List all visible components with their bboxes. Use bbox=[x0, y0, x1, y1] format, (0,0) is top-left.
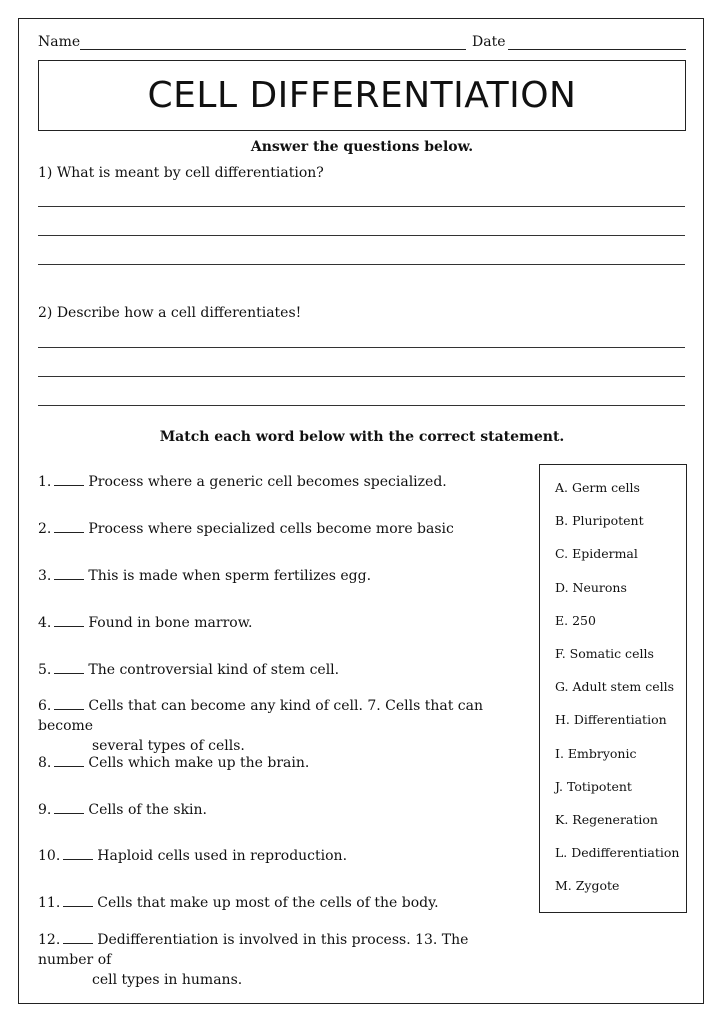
item-number: 1. bbox=[38, 474, 52, 490]
item-number: 10. bbox=[38, 848, 61, 864]
word-bank-item: E. 250 bbox=[555, 612, 596, 628]
match-item bbox=[38, 696, 528, 756]
item-number: 4. bbox=[38, 615, 52, 631]
answer-blank[interactable] bbox=[54, 661, 84, 674]
word-bank-item: D. Neurons bbox=[555, 579, 627, 595]
answer-blank[interactable] bbox=[54, 567, 84, 580]
item-number: 8. bbox=[38, 755, 52, 771]
answer-blank[interactable] bbox=[54, 754, 84, 767]
match-item bbox=[38, 660, 528, 680]
word-bank bbox=[539, 464, 687, 913]
name-label: Name bbox=[38, 34, 81, 50]
item-statement: The controversial kind of stem cell. bbox=[88, 662, 340, 678]
word-bank-item: K. Regeneration bbox=[555, 812, 658, 827]
item-number: 6. bbox=[38, 698, 52, 714]
word-bank-item: H. Differentiation bbox=[555, 712, 667, 728]
answer-blank[interactable] bbox=[54, 473, 84, 486]
match-item bbox=[38, 800, 528, 820]
item-number: 11. bbox=[38, 895, 61, 911]
item-statement: Dedifferentiation is involved in this process. 13. The number of bbox=[38, 932, 469, 968]
item-statement: Process where specialized cells become more basic bbox=[88, 521, 454, 537]
word-bank-item: M. Zygote bbox=[555, 878, 620, 894]
match-item bbox=[38, 472, 528, 492]
answer-blank[interactable] bbox=[63, 847, 93, 860]
item-number: 12. bbox=[38, 932, 61, 948]
word-bank-item: F. Somatic cells bbox=[555, 646, 654, 661]
name-field[interactable] bbox=[80, 49, 466, 50]
word-bank-item: B. Pluripotent bbox=[555, 513, 644, 529]
item-statement: Process where a generic cell becomes specialized. bbox=[88, 474, 447, 490]
match-item bbox=[38, 753, 528, 773]
word-bank-item: C. Epidermal bbox=[555, 546, 638, 562]
item-statement: Cells which make up the brain. bbox=[88, 755, 310, 771]
answer-blank[interactable] bbox=[63, 931, 93, 944]
date-field[interactable] bbox=[508, 49, 686, 50]
question-1: 1) What is meant by cell differentiation? bbox=[38, 165, 324, 181]
answer-line[interactable] bbox=[38, 206, 685, 207]
match-item bbox=[38, 930, 528, 990]
item-statement: Found in bone marrow. bbox=[88, 615, 253, 631]
match-item bbox=[38, 566, 528, 586]
word-bank-item: G. Adult stem cells bbox=[555, 679, 675, 695]
answer-blank[interactable] bbox=[54, 614, 84, 627]
date-label: Date bbox=[472, 34, 506, 50]
question-2: 2) Describe how a cell differentiates! bbox=[38, 305, 302, 321]
answer-line[interactable] bbox=[38, 347, 685, 348]
item-number: 2. bbox=[38, 521, 52, 537]
answer-blank[interactable] bbox=[54, 697, 84, 710]
answer-line[interactable] bbox=[38, 264, 685, 265]
word-bank-item: A. Germ cells bbox=[555, 480, 640, 495]
item-statement: Cells that can become any kind of cell. 7. Cells that can become bbox=[38, 698, 484, 734]
word-bank-item: J. Totipotent bbox=[555, 778, 632, 794]
section2-heading: Match each word below with the correct statement. bbox=[159, 429, 565, 445]
item-statement-continued: cell types in humans. bbox=[92, 972, 243, 988]
answer-line[interactable] bbox=[38, 235, 685, 236]
item-statement: This is made when sperm fertilizes egg. bbox=[88, 568, 372, 584]
match-item bbox=[38, 613, 528, 633]
answer-line[interactable] bbox=[38, 405, 685, 406]
match-item bbox=[38, 846, 528, 866]
item-number: 5. bbox=[38, 662, 52, 678]
answer-blank[interactable] bbox=[54, 520, 84, 533]
item-statement: Haploid cells used in reproduction. bbox=[97, 848, 348, 864]
item-number: 3. bbox=[38, 568, 52, 584]
word-bank-item: L. Dedifferentiation bbox=[555, 845, 680, 861]
match-item bbox=[38, 519, 528, 539]
item-statement: Cells of the skin. bbox=[88, 802, 207, 818]
item-statement-continued: several types of cells. bbox=[92, 738, 245, 754]
section1-heading: Answer the questions below. bbox=[250, 139, 474, 155]
item-number: 9. bbox=[38, 802, 52, 818]
word-bank-item: I. Embryonic bbox=[555, 745, 637, 761]
page-title: CELL DIFFERENTIATION bbox=[147, 75, 577, 116]
answer-line[interactable] bbox=[38, 376, 685, 377]
answer-blank[interactable] bbox=[54, 801, 84, 814]
match-item bbox=[38, 893, 528, 913]
title-box bbox=[38, 60, 686, 131]
item-statement: Cells that make up most of the cells of the body. bbox=[97, 895, 439, 911]
answer-blank[interactable] bbox=[63, 894, 93, 907]
